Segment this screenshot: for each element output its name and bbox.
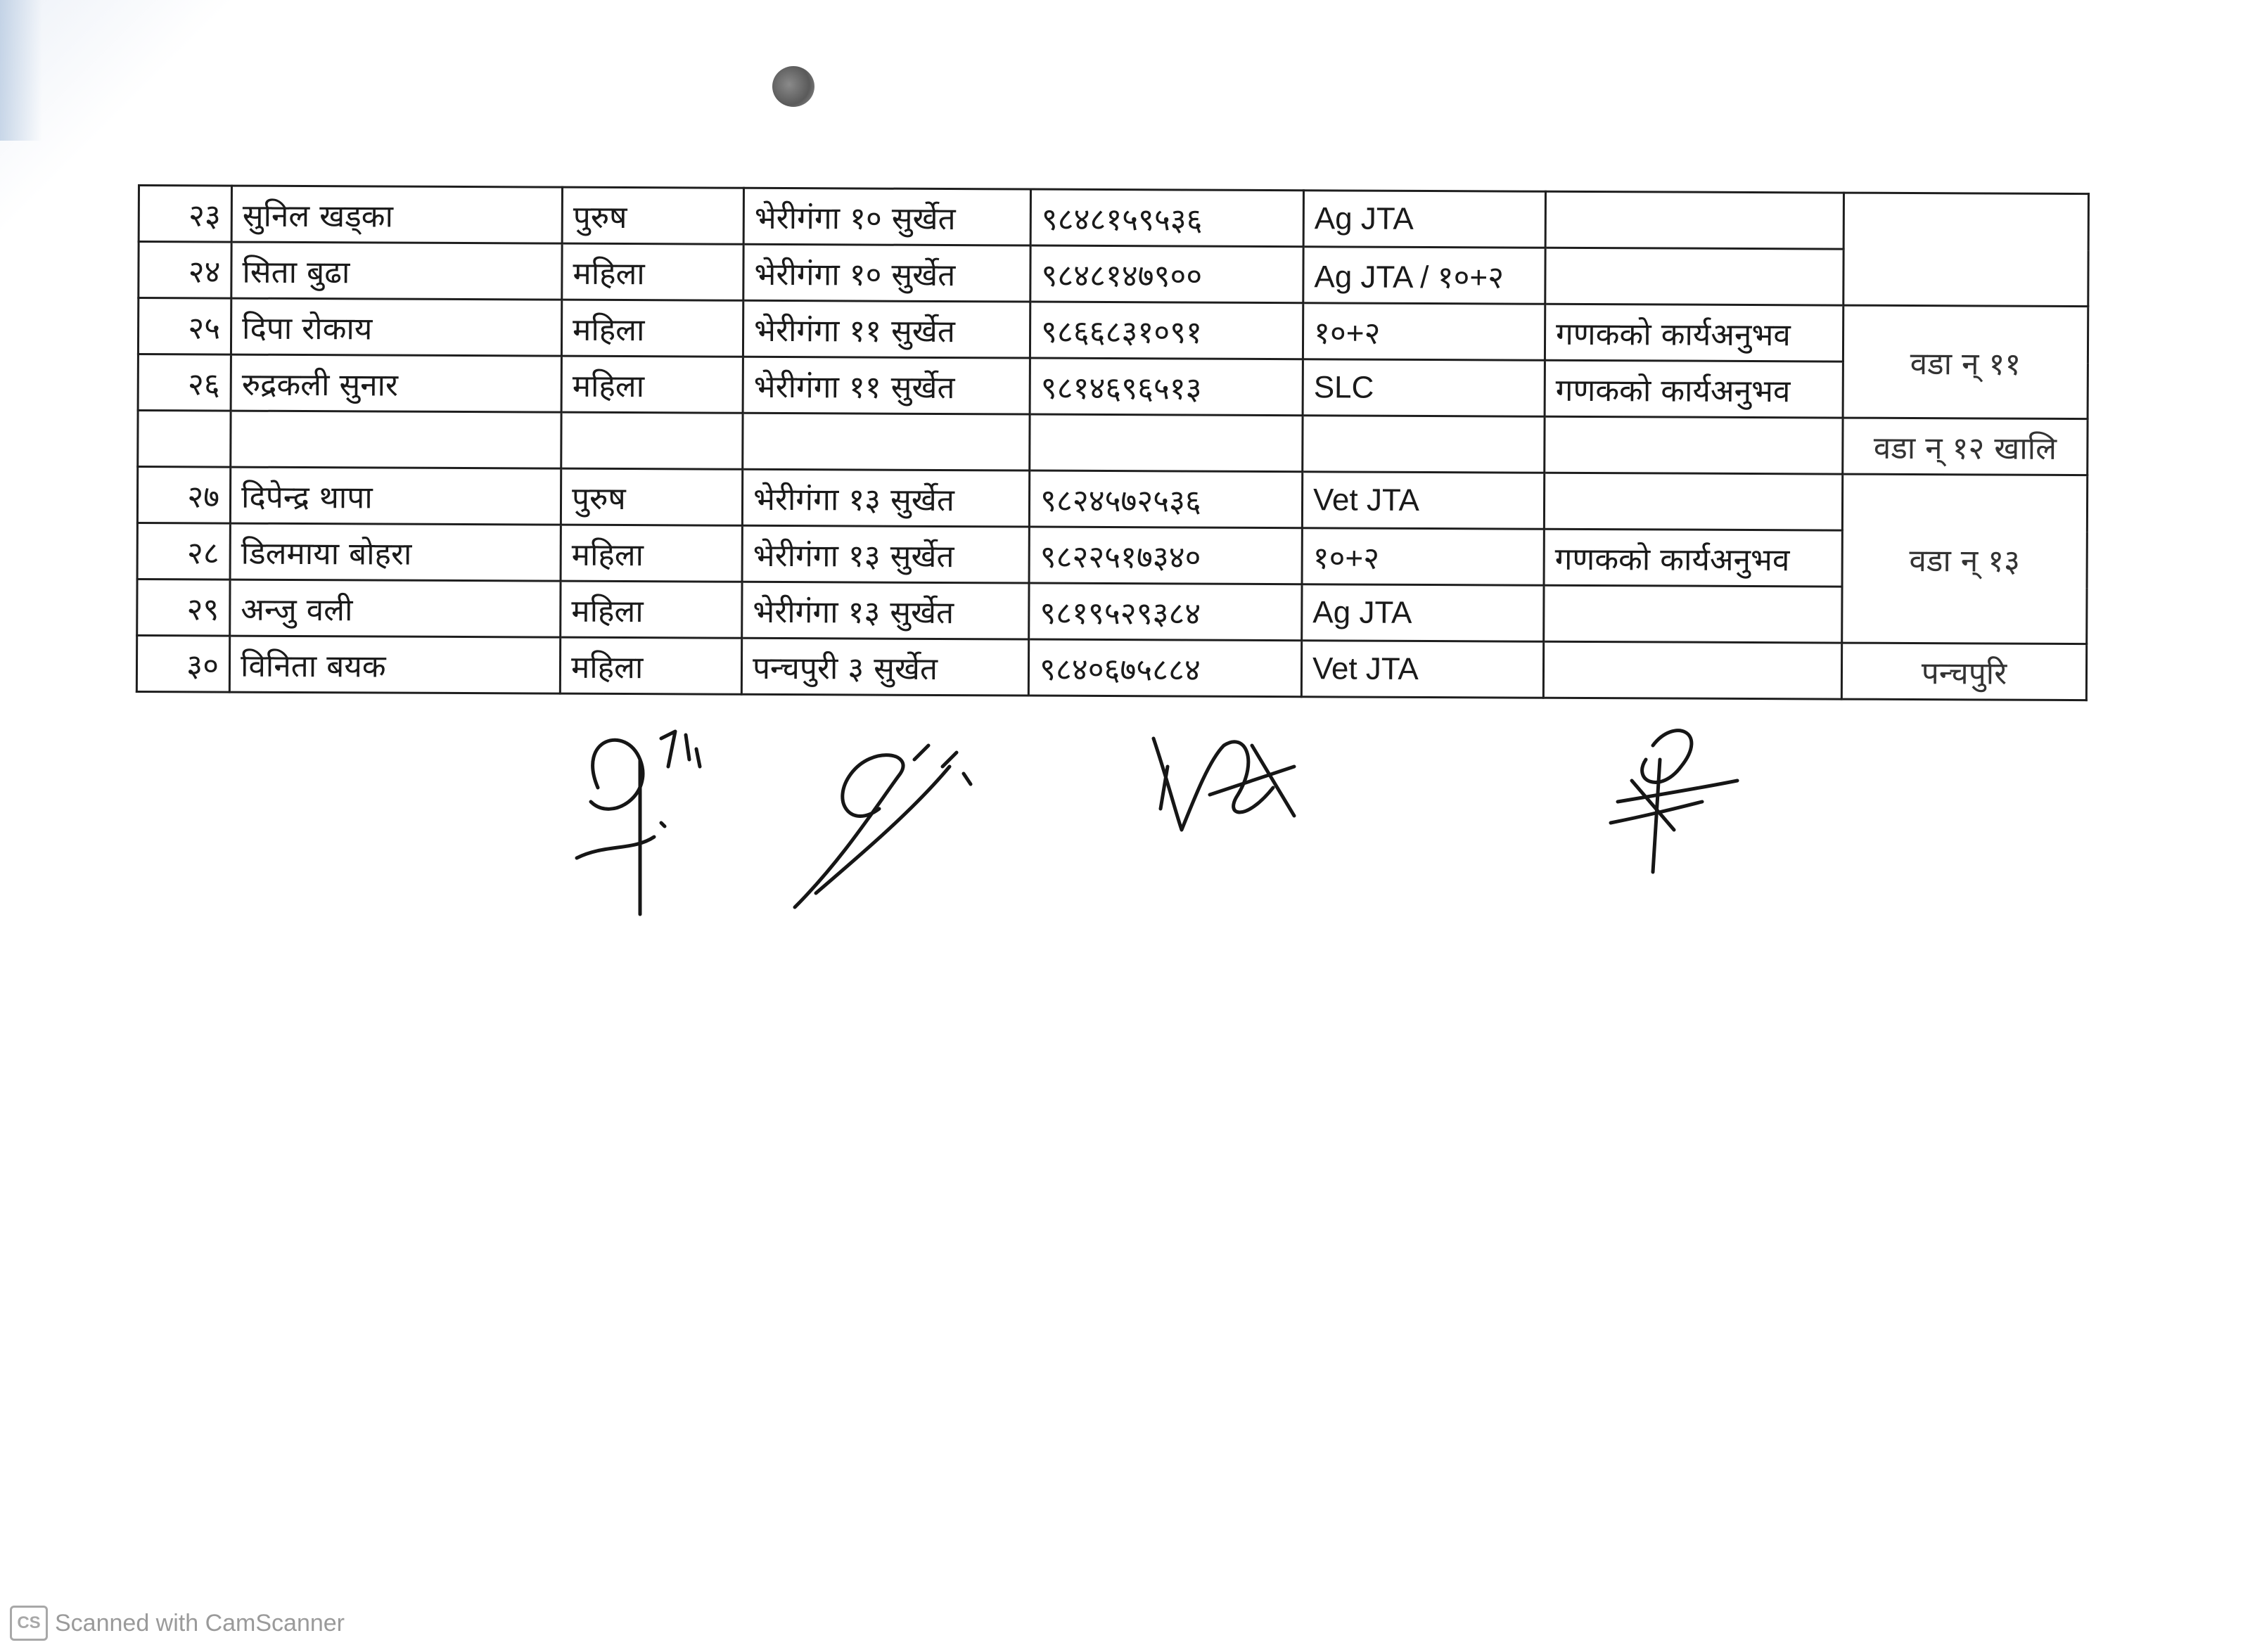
table-row — [137, 467, 2087, 532]
address-cell: भेरीगंगा ११ सुर्खेत — [743, 300, 1030, 358]
phone-cell: ९८४०६७५८८४ — [1028, 639, 1301, 697]
serial-cell: २५ — [138, 298, 231, 355]
camscanner-watermark — [10, 1606, 345, 1641]
experience-cell — [1545, 191, 1844, 249]
gender-cell: महिला — [561, 525, 742, 582]
address-cell: भेरीगंगा १३ सुर्खेत — [742, 582, 1029, 639]
ward-note-12-vacant: वडा न् १२ खालि — [1843, 418, 2088, 475]
serial-cell: २७ — [137, 467, 230, 524]
serial-cell: २३ — [139, 186, 231, 243]
gender-cell: महिला — [562, 243, 743, 300]
gender-cell: पुरुष — [562, 187, 743, 244]
experience-cell — [1545, 248, 1844, 305]
experience-cell — [1544, 585, 1842, 643]
phone-cell: ९८६६८३१०९१ — [1030, 302, 1303, 359]
address-cell: पन्चपुरी ३ सुर्खेत — [741, 638, 1028, 696]
watermark-text: Scanned with CamScanner — [55, 1609, 345, 1637]
serial-cell: २६ — [138, 354, 231, 411]
address-cell: भेरीगंगा १३ सुर्खेत — [742, 525, 1029, 583]
blank-cell — [231, 411, 561, 468]
blank-cell — [1303, 416, 1545, 473]
gender-cell: महिला — [561, 356, 743, 413]
name-cell: दिपा रोकाय — [231, 298, 561, 356]
candidate-table — [136, 184, 2090, 701]
experience-cell: गणकको कार्यअनुभव — [1545, 304, 1843, 361]
serial-cell: २४ — [139, 242, 231, 299]
table-row — [137, 523, 2087, 588]
punch-hole — [772, 66, 814, 107]
phone-cell: ९८४८१४७९०० — [1030, 245, 1303, 303]
name-cell: दिपेन्द्र थापा — [230, 467, 561, 525]
table-row — [138, 298, 2088, 363]
phone-cell: ९८१४६९६५१३ — [1030, 358, 1303, 416]
signature-4 — [1611, 731, 1737, 872]
qualification-cell: १०+२ — [1303, 303, 1545, 361]
experience-cell — [1543, 641, 1841, 699]
ward-note-panchpuri: पन्चपुरि — [1841, 643, 2086, 700]
table-row — [137, 580, 2087, 644]
address-cell: भेरीगंगा १० सुर्खेत — [743, 244, 1030, 302]
signature-2 — [795, 745, 971, 907]
ward-note-11: वडा न् ११ — [1843, 305, 2088, 419]
ward-note-blank — [1844, 193, 2089, 307]
address-cell: भेरीगंगा १३ सुर्खेत — [742, 469, 1029, 527]
qualification-cell: Vet JTA — [1301, 641, 1543, 698]
qualification-cell: १०+२ — [1302, 528, 1544, 586]
qualification-cell: Ag JTA — [1303, 191, 1545, 248]
table-row — [136, 636, 2086, 700]
gender-cell: महिला — [560, 637, 741, 694]
serial-cell: ३० — [136, 636, 229, 693]
signature-3 — [1154, 738, 1294, 830]
phone-cell: ९८२४५७२५३६ — [1029, 470, 1302, 528]
name-cell: विनिता बयक — [229, 636, 560, 693]
blank-cell — [743, 413, 1030, 470]
gender-cell: पुरुष — [561, 468, 742, 525]
serial-cell: २९ — [137, 580, 230, 636]
blank-cell — [561, 412, 743, 469]
name-cell: डिलमाया बोहरा — [230, 523, 561, 581]
name-cell: सिता बुढा — [231, 242, 562, 300]
phone-cell: ९८२२५१७३४० — [1029, 527, 1302, 584]
ward-note-13: वडा न् १३ — [1842, 474, 2088, 644]
phone-cell: ९८१९५२९३८४ — [1029, 583, 1302, 641]
address-cell: भेरीगंगा १० सुर्खेत — [743, 188, 1030, 245]
experience-cell — [1544, 473, 1842, 530]
table-row — [138, 354, 2088, 419]
blank-cell — [1545, 416, 1843, 474]
gender-cell: महिला — [561, 300, 743, 357]
qualification-cell: Ag JTA / १०+२ — [1303, 247, 1545, 305]
table-row — [139, 242, 2088, 307]
gender-cell: महिला — [561, 581, 742, 638]
table-row-blank — [138, 411, 2088, 475]
name-cell: अन्जु वली — [230, 580, 561, 637]
serial-cell: २८ — [137, 523, 230, 580]
table-row — [139, 186, 2088, 250]
qualification-cell: SLC — [1303, 359, 1545, 417]
signatures — [549, 717, 1758, 942]
name-cell: सुनिल खड्का — [231, 186, 562, 243]
camscanner-logo: CS — [10, 1606, 48, 1641]
qualification-cell: Ag JTA — [1302, 584, 1544, 642]
address-cell: भेरीगंगा ११ सुर्खेत — [743, 357, 1030, 414]
signature-1 — [577, 731, 700, 914]
experience-cell: गणकको कार्यअनुभव — [1545, 360, 1843, 418]
qualification-cell: Vet JTA — [1302, 472, 1544, 530]
blank-cell — [138, 411, 231, 468]
blank-cell — [1030, 414, 1303, 472]
name-cell: रुद्रकली सुनार — [231, 354, 561, 412]
scan-edge-shadow — [0, 0, 42, 141]
experience-cell: गणकको कार्यअनुभव — [1544, 529, 1842, 587]
phone-cell: ९८४८१५९५३६ — [1030, 189, 1303, 247]
